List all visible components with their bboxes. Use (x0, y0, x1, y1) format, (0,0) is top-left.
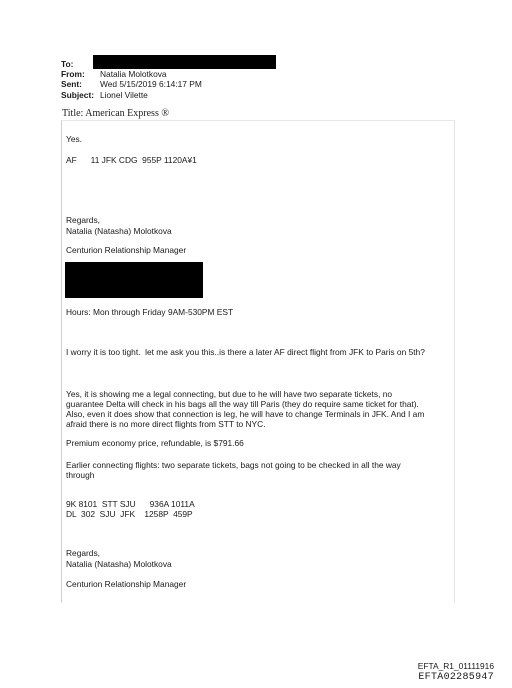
footer-ref-1: EFTA_R1_01111916 (417, 661, 494, 671)
subject-row (61, 90, 202, 100)
body-earlier-line2: through (66, 470, 95, 480)
body-role-2: Centurion Relationship Manager (66, 579, 187, 589)
body-name-1: Natalia (Natasha) Molotkova (66, 226, 172, 236)
body-para1-line1: Yes, it is showing me a legal connecting, but due to he will have two separate tickets, no (66, 389, 393, 399)
body-regards-2: Regards, (66, 548, 100, 558)
redaction-to (93, 55, 276, 69)
subject-label: Subject: (61, 89, 95, 100)
body-para1-line3: Also, even it does show that connection is leg, he will have to change Terminals in JFK. And I am (66, 409, 425, 419)
body-role-1: Centurion Relationship Manager (66, 245, 187, 255)
from-value: Natalia Molotkova (100, 69, 167, 80)
body-question: I worry it is too tight. let me ask you this..is there a later AF direct flight from JFK to Paris on 5th? (66, 347, 425, 357)
body-flight2-line1: 9K 8101 STT SJU 936A 1011A (66, 499, 195, 509)
sent-row (61, 79, 202, 89)
body-flight2-line2: DL 302 SJU JFK 1258P 459P (66, 509, 193, 519)
from-label: From: (61, 69, 85, 80)
body-earlier-line1: Earlier connecting flights: two separate tickets, bags not going to be checked in all the way (66, 460, 401, 470)
body-name-2: Natalia (Natasha) Molotkova (66, 559, 172, 569)
body-para1-line2: guarantee Delta will check in his bags all the way till Paris (they do require same ticket for that). (66, 399, 419, 409)
body-price: Premium economy price, refundable, is $791.66 (66, 438, 244, 448)
message-frame (61, 120, 455, 603)
subject-value: Lionel Vilette (100, 89, 148, 100)
redaction-signature (65, 262, 203, 298)
footer-ref-2: EFTA02285947 (418, 672, 494, 683)
body-regards-1: Regards, (66, 215, 100, 225)
body-flight-line: AF 11 JFK CDG 955P 1120A¥1 (66, 155, 197, 165)
to-label: To: (61, 59, 74, 69)
document-title: Title: American Express ® (62, 108, 169, 119)
sent-value: Wed 5/15/2019 6:14:17 PM (100, 79, 202, 90)
body-para1-line4: afraid there is no more direct flights from STT to NYC. (66, 419, 266, 429)
sent-label: Sent: (61, 79, 82, 90)
body-hours: Hours: Mon through Friday 9AM-530PM EST (66, 307, 234, 317)
from-row (61, 69, 202, 79)
body-yes: Yes. (66, 134, 82, 144)
